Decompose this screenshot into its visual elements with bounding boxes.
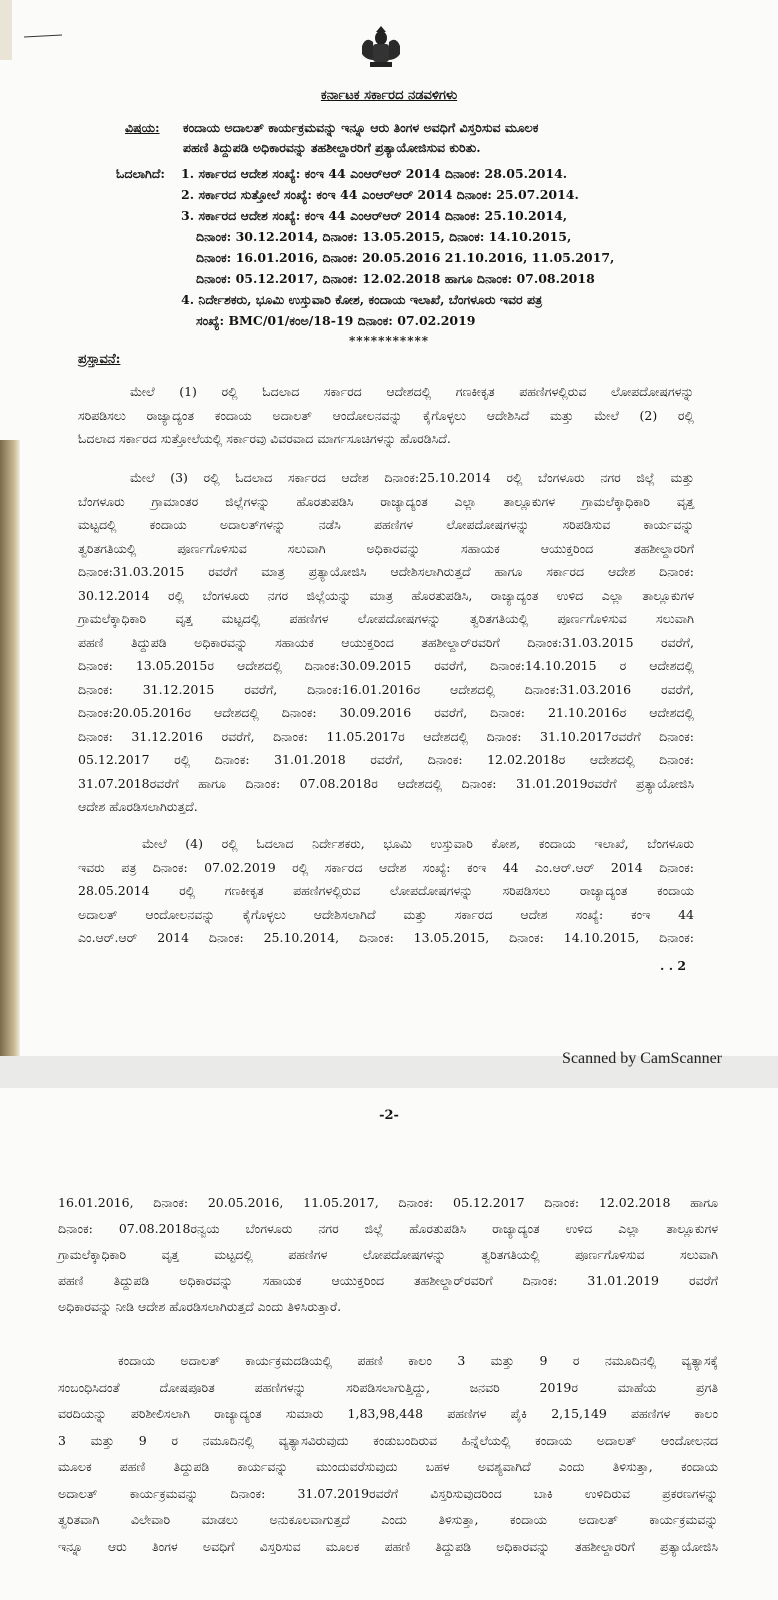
paragraph-line: ಸಂಬಂಧಿಸಿದಂತೆ ದೋಷಪೂರಿತ ಪಹಣಿಗಳನ್ನು ಸರಿಪಡಿಸಲಾಗುತ್ತಿದ್ದು, ಜನವರಿ 2019ರ ಮಾಹೆಯ ಪ್ರಗತಿ <box>58 1379 718 1395</box>
page2-paragraph-1 <box>58 1190 718 1320</box>
reference-3: 3. ಸರ್ಕಾರದ ಆದೇಶ ಸಂಖ್ಯೆ: ಕಂಇ 44 ಎಂಆರ್‌ಆರ್ 2014 ದಿನಾಂಕ: 25.10.2014, <box>181 208 568 223</box>
paragraph-line: ತ್ವರಿತವಾಗಿ ವಿಲೇವಾರಿ ಮಾಡಲು ಅನುಕೂಲವಾಗುತ್ತದೆ ಎಂದು ತಿಳಿಸುತ್ತಾ, ಕಂದಾಯ ಅದಾಲತ್ ಕಾರ್ಯಕ್ರಮವನ್ನು <box>58 1512 718 1527</box>
subject-line-1: ಕಂದಾಯ ಅದಾಲತ್ ಕಾರ್ಯಕ್ರಮವನ್ನು ಇನ್ನೂ ಆರು ತಿಂಗಳ ಅವಧಿಗೆ ವಿಸ್ತರಿಸುವ ಮೂಲಕ <box>183 120 539 135</box>
karnataka-emblem-icon <box>356 26 406 70</box>
paragraph-line: ಕಂದಾಯ ಅದಾಲತ್ ಕಾರ್ಯಕ್ರಮದಡಿಯಲ್ಲಿ ಪಹಣಿ ಕಾಲಂ 3 ಮತ್ತು 9 ರ ನಮೂದಿನಲ್ಲಿ ವ್ಯತ್ಯಾಸಕ್ಕೆ <box>118 1353 718 1368</box>
reference-4: 4. ನಿರ್ದೇಶಕರು, ಭೂಮಿ ಉಸ್ತುವಾರಿ ಕೋಶ, ಕಂದಾಯ ಇಲಾಖೆ, ಬೆಂಗಳೂರು ಇವರ ಪತ್ರ <box>181 292 543 307</box>
paragraph-line: ಮೇಲೆ (4) ರಲ್ಲಿ ಓದಲಾದ ನಿರ್ದೇಶಕರು, ಭೂಮಿ ಉಸ್ತುವಾರಿ ಕೋಶ, ಕಂದಾಯ ಇಲಾಖೆ, ಬೆಂಗಳೂರು <box>142 836 694 851</box>
paragraph-line: ಮೇಲೆ (1) ರಲ್ಲಿ ಓದಲಾದ ಸರ್ಕಾರದ ಆದೇಶದಲ್ಲಿ ಗಣಕೀಕೃತ ಪಹಣಿಗಳಲ್ಲಿರುವ ಲೋಪದೋಷಗಳನ್ನು <box>130 384 694 399</box>
paragraph-line: 30.12.2014 ರಲ್ಲಿ ಬೆಂಗಳೂರು ನಗರ ಜಿಲ್ಲೆಯನ್ನು ಮಾತ್ರ ಹೊರತುಪಡಿಸಿ, ರಾಜ್ಯಾದ್ಯಂತ ಉಳಿದ ಎಲ್ಲಾ ತಾಲ್ಲೂಕುಗಳ <box>78 587 694 603</box>
paragraph-line: ತ್ವರಿತಗತಿಯಲ್ಲಿ ಪೂರ್ಣಗೊಳಿಸುವ ಸಲುವಾಗಿ ಅಧಿಕಾರವನ್ನು ಸಹಾಯಕ ಆಯುಕ್ತರಿಂದ ತಹಶೀಲ್ದಾರರಿಗೆ <box>78 540 694 556</box>
paragraph-line: ದಿನಾಂಕ: 07.08.2018ರನ್ವಯ ಬೆಂಗಳೂರು ನಗರ ಜಿಲ್ಲೆ ಹೊರತುಪಡಿಸಿ ರಾಜ್ಯಾದ್ಯಂತ ಉಳಿದ ಎಲ್ಲಾ ತಾಲ್ಲೂಕುಗಳ <box>58 1221 718 1236</box>
paragraph-line: ಓದಲಾದ ಸರ್ಕಾರದ ಸುತ್ತೋಲೆಯಲ್ಲಿ ಸರ್ಕಾರವು ವಿವರವಾದ ಮಾರ್ಗಸೂಚಿಗಳನ್ನು ಹೊರಡಿಸಿದೆ. <box>78 431 451 446</box>
paragraph-line: ದಿನಾಂಕ: 13.05.2015ರ ಆದೇಶದಲ್ಲಿ ದಿನಾಂಕ:30.09.2015 ರವರೆಗೆ, ದಿನಾಂಕ:14.10.2015 ರ ಆದೇಶದಲ್ಲಿ <box>78 658 694 673</box>
paragraph-line: ಮೂಲಕ ಪಹಣಿ ತಿದ್ದುಪಡಿ ಕಾರ್ಯವನ್ನು ಮುಂದುವರೆಸುವುದು ಬಹಳ ಅವಶ್ಯವಾಗಿದೆ ಎಂದು ತಿಳಿಸುತ್ತಾ, ಕಂದಾಯ <box>58 1459 718 1474</box>
paragraph-line: ದಿನಾಂಕ:31.03.2015 ರವರೆಗೆ ಮಾತ್ರ ಪ್ರತ್ಯಾಯೋಜಿಸಿ ಆದೇಶಿಸಲಾಗಿರುತ್ತದೆ ಹಾಗೂ ಸರ್ಕಾರದ ಆದೇಶ ದಿನಾಂಕ: <box>78 564 694 579</box>
paragraph-line: ಇನ್ನೂ ಆರು ತಿಂಗಳ ಅವಧಿಗೆ ವಿಸ್ತರಿಸುವ ಮೂಲಕ ಪಹಣಿ ತಿದ್ದುಪಡಿ ಅಧಿಕಾರವನ್ನು ತಹಶೀಲ್ದಾರರಿಗೆ ಪ್ರತ್ಯಾಯೋಜಿಸಿ <box>58 1538 718 1554</box>
page2-paragraph-2 <box>58 1348 718 1560</box>
paragraph-2 <box>78 466 694 819</box>
paragraph-line: ಎಂ.ಆರ್.ಆರ್ 2014 ದಿನಾಂಕ: 25.10.2014, ದಿನಾಂಕ: 13.05.2015, ದಿನಾಂಕ: 14.10.2015, ದಿನಾಂಕ: <box>78 930 694 945</box>
preamble-heading: ಪ್ರಸ್ತಾವನೆ: <box>78 352 121 367</box>
document-title: ಕರ್ನಾಟಕ ಸರ್ಕಾರದ ನಡವಳಿಗಳು <box>320 88 458 103</box>
paragraph-line: ಗ್ರಾಮಲೆಕ್ಕಾಧಿಕಾರಿ ವೃತ್ತ ಮಟ್ಟದಲ್ಲಿ ಪಹಣಿಗಳ ಲೋಪದೋಷಗಳನ್ನು ತ್ವರಿತಗತಿಯಲ್ಲಿ ಪೂರ್ಣಗೊಳಿಸುವ ಸಲುವಾಗಿ <box>78 611 694 626</box>
scan-shadow <box>0 0 12 60</box>
reference-3-cont-1: ದಿನಾಂಕ: 30.12.2014, ದಿನಾಂಕ: 13.05.2015, ದಿನಾಂಕ: 14.10.2015, <box>196 229 572 244</box>
paragraph-line: ಪಹಣಿ ತಿದ್ದುಪಡಿ ಅಧಿಕಾರವನ್ನು ಸಹಾಯಕ ಆಯುಕ್ತರಿಂದ ತಹಶೀಲ್ದಾರ್‌ರವರಿಗೆ ದಿನಾಂಕ: 31.01.2019 ರವರೆಗೆ <box>58 1273 718 1288</box>
reference-1: 1. ಸರ್ಕಾರದ ಆದೇಶ ಸಂಖ್ಯೆ: ಕಂಇ 44 ಎಂಆರ್‌ಆರ್ 2014 ದಿನಾಂಕ: 28.05.2014. <box>181 166 568 181</box>
paragraph-line: ಸರಿಪಡಿಸಲು ರಾಜ್ಯಾದ್ಯಂತ ಕಂದಾಯ ಅದಾಲತ್ ಆಂದೋಲನವನ್ನು ಕೈಗೊಳ್ಳಲು ಆದೇಶಿಸಿದೆ ಮತ್ತು ಮೇಲೆ (2) ರಲ್ಲಿ <box>78 407 694 423</box>
reference-3-cont-3: ದಿನಾಂಕ: 05.12.2017, ದಿನಾಂಕ: 12.02.2018 ಹಾಗೂ ದಿನಾಂಕ: 07.08.2018 <box>196 271 595 286</box>
subject-label: ವಿಷಯ: <box>125 120 160 135</box>
paragraph-line: ಗ್ರಾಮಲೆಕ್ಕಾಧಿಕಾರಿ ವೃತ್ತ ಮಟ್ಟದಲ್ಲಿ ಪಹಣಿಗಳ ಲೋಪದೋಷಗಳನ್ನು ತ್ವರಿತಗತಿಯಲ್ಲಿ ಪೂರ್ಣಗೊಳಿಸುವ ಸಲುವಾಗಿ <box>58 1247 718 1262</box>
paragraph-line: ದಿನಾಂಕ:20.05.2016ರ ಆದೇಶದಲ್ಲಿ ದಿನಾಂಕ: 30.09.2016 ರವರೆಗೆ, ದಿನಾಂಕ: 21.10.2016ರ ಆದೇಶದಲ್ಲಿ <box>78 705 694 720</box>
references-label: ಓದಲಾಗಿದೆ: <box>116 166 166 181</box>
paragraph-line: ವರದಿಯನ್ನು ಪರಿಶೀಲಿಸಲಾಗಿ ರಾಜ್ಯಾದ್ಯಂತ ಸುಮಾರು 1,83,98,448 ಪಹಣಿಗಳ ಪೈಕಿ 2,15,149 ಪಹಣಿಗಳ ಕಾಲಂ <box>58 1406 718 1421</box>
paragraph-line: ಮಟ್ಟದಲ್ಲಿ ಕಂದಾಯ ಅದಾಲತ್‌ಗಳನ್ನು ನಡೆಸಿ ಪಹಣಿಗಳ ಲೋಪದೋಷಗಳನ್ನು ಸರಿಪಡಿಸುವ ಕಾರ್ಯವನ್ನು <box>78 517 694 532</box>
separator-stars: *********** <box>348 334 430 348</box>
paragraph-line: 16.01.2016, ದಿನಾಂಕ: 20.05.2016, 11.05.2017, ದಿನಾಂಕ: 05.12.2017 ದಿನಾಂಕ: 12.02.2018 ಹಾಗೂ <box>58 1195 718 1210</box>
paragraph-line: ಅಧಿಕಾರವನ್ನು ನೀಡಿ ಆದೇಶ ಹೊರಡಿಸಲಾಗಿರುತ್ತದೆ ಎಂದು ತಿಳಿಸಿರುತ್ತಾರೆ. <box>58 1299 342 1314</box>
paragraph-line: ಅದಾಲತ್ ಕಾರ್ಯಕ್ರಮವನ್ನು ದಿನಾಂಕ: 31.07.2019ರವರೆಗೆ ವಿಸ್ತರಿಸುವುದರಿಂದ ಬಾಕಿ ಉಳಿದಿರುವ ಪ್ರಕರಣಗಳನ್ನು <box>58 1485 718 1501</box>
reference-3-cont-2: ದಿನಾಂಕ: 16.01.2016, ದಿನಾಂಕ: 20.05.2016 21.10.2016, 11.05.2017, <box>196 250 615 265</box>
page-continuation: . . 2 <box>660 958 687 973</box>
paragraph-line: 3 ಮತ್ತು 9 ರ ನಮೂದಿನಲ್ಲಿ ವ್ಯತ್ಯಾಸವಿರುವುದು ಕಂಡುಬಂದಿರುವ ಹಿನ್ನೆಲೆಯಲ್ಲಿ ಕಂದಾಯ ಅದಾಲತ್ ಆಂದೋಲನದ <box>58 1432 718 1448</box>
page-number: -2- <box>379 1108 399 1123</box>
paragraph-line: ದಿನಾಂಕ: 31.12.2015 ರವರೆಗೆ, ದಿನಾಂಕ:16.01.2016ರ ಆದೇಶದಲ್ಲಿ ದಿನಾಂಕ:31.03.2016 ರವರೆಗೆ, <box>78 681 694 697</box>
scan-edge <box>0 440 20 1056</box>
scanner-watermark: Scanned by CamScanner <box>562 1050 722 1067</box>
paragraph-line: 28.05.2014 ರಲ್ಲಿ ಗಣಕೀಕೃತ ಪಹಣಿಗಳಲ್ಲಿರುವ ಲೋಪದೋಷಗಳನ್ನು ಸರಿಪಡಿಸಲು ರಾಜ್ಯಾದ್ಯಂತ ಕಂದಾಯ <box>78 883 694 898</box>
paragraph-line: ಅದಾಲತ್ ಆಂದೋಲನವನ್ನು ಕೈಗೊಳ್ಳಲು ಆದೇಶಿಸಲಾಗಿದೆ ಮತ್ತು ಸರ್ಕಾರದ ಆದೇಶ ಸಂಖ್ಯೆ: ಕಂಇ 44 <box>78 906 694 922</box>
reference-2: 2. ಸರ್ಕಾರದ ಸುತ್ತೋಲೆ ಸಂಖ್ಯೆ: ಕಂಇ 44 ಎಂಆರ್‌ಆರ್ 2014 ದಿನಾಂಕ: 25.07.2014. <box>181 187 579 202</box>
paragraph-line: ಮೇಲೆ (3) ರಲ್ಲಿ ಓದಲಾದ ಸರ್ಕಾರದ ಆದೇಶ ದಿನಾಂಕ:25.10.2014 ರಲ್ಲಿ ಬೆಂಗಳೂರು ನಗರ ಜಿಲ್ಲೆ ಮತ್ತು <box>130 470 694 485</box>
paragraph-line: ಇವರು ಪತ್ರ ದಿನಾಂಕ: 07.02.2019 ರಲ್ಲಿ ಸರ್ಕಾರದ ಆದೇಶ ಸಂಖ್ಯೆ: ಕಂಇ 44 ಎಂ.ಆರ್.ಆರ್ 2014 ದಿನಾಂಕ: <box>78 859 694 875</box>
paragraph-1 <box>78 380 694 451</box>
paragraph-line: ಬೆಂಗಳೂರು ಗ್ರಾಮಾಂತರ ಜಿಲ್ಲೆಗಳನ್ನು ಹೊರತುಪಡಿಸಿ ರಾಜ್ಯಾದ್ಯಂತ ಎಲ್ಲಾ ತಾಲ್ಲೂಕುಗಳ ಗ್ರಾಮಲೆಕ್ಕಾಧಿಕಾರಿ ವೃತ್ತ <box>78 493 694 509</box>
paragraph-3 <box>78 832 694 950</box>
paragraph-line: ಪಹಣಿ ತಿದ್ದುಪಡಿ ಅಧಿಕಾರವನ್ನು ಸಹಾಯಕ ಆಯುಕ್ತರಿಂದ ತಹಶೀಲ್ದಾರ್‌ರವರಿಗೆ ದಿನಾಂಕ:31.03.2015 ರವರೆಗೆ, <box>78 634 694 650</box>
pen-mark <box>24 34 64 38</box>
paragraph-line: ದಿನಾಂಕ: 31.12.2016 ರವರೆಗೆ, ದಿನಾಂಕ: 11.05.2017ರ ಆದೇಶದಲ್ಲಿ ದಿನಾಂಕ: 31.10.2017ರವರೆಗೆ ದಿನಾಂಕ: <box>78 728 694 744</box>
paragraph-line: ಆದೇಶ ಹೊರಡಿಸಲಾಗಿರುತ್ತದೆ. <box>78 799 198 814</box>
paragraph-line: 05.12.2017 ರಲ್ಲಿ ದಿನಾಂಕ: 31.01.2018 ರವರೆಗೆ, ದಿನಾಂಕ: 12.02.2018ರ ಆದೇಶದಲ್ಲಿ ದಿನಾಂಕ: <box>78 752 694 767</box>
paragraph-line: 31.07.2018ರವರೆಗೆ ಹಾಗೂ ದಿನಾಂಕ: 07.08.2018ರ ಆದೇಶದಲ್ಲಿ ದಿನಾಂಕ: 31.01.2019ರವರೆಗೆ ಪ್ರತ್ಯಾಯೋಜಿಸಿ <box>78 775 694 791</box>
reference-4-cont: ಸಂಖ್ಯೆ: BMC/01/ಕಂಅ/18-19 ದಿನಾಂಕ: 07.02.2019 <box>196 313 476 328</box>
subject-line-2: ಪಹಣಿ ತಿದ್ದುಪಡಿ ಅಧಿಕಾರವನ್ನು ತಹಶೀಲ್ದಾರರಿಗೆ ಪ್ರತ್ಯಾಯೋಜಿಸುವ ಕುರಿತು. <box>183 140 481 155</box>
